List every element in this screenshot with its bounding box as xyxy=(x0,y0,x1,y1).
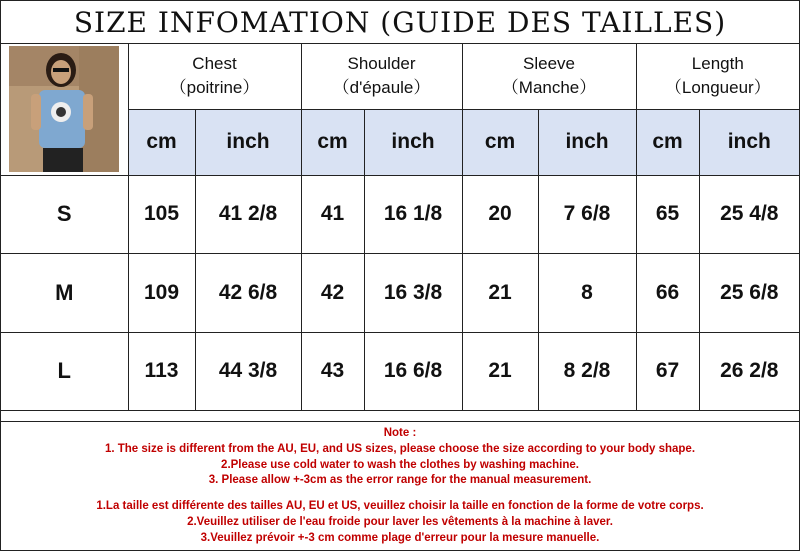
value-cell: 7 6/8 xyxy=(538,175,636,253)
notes-section xyxy=(1,421,799,550)
note-line: 2.Please use cold water to wash the clothes by washing machine. xyxy=(221,458,579,471)
value-cell: 113 xyxy=(128,332,195,410)
product-photo xyxy=(9,46,119,172)
note-line: 2.Veuillez utiliser de l'eau froide pour laver les vêtements à la machine à laver. xyxy=(187,515,613,528)
product-photo-cell xyxy=(1,43,128,175)
table-row xyxy=(1,332,799,410)
value-cell: 25 4/8 xyxy=(699,175,799,253)
value-cell: 16 3/8 xyxy=(364,253,462,332)
value-cell: 21 xyxy=(462,332,538,410)
value-cell: 21 xyxy=(462,253,538,332)
unit-cell: inch xyxy=(538,109,636,175)
page-title: SIZE INFOMATION (GUIDE DES TAILLES) xyxy=(1,1,799,44)
note-line: 3.Veuillez prévoir +-3 cm comme plage d'erreur pour la mesure manuelle. xyxy=(200,531,600,544)
unit-cell: cm xyxy=(128,109,195,175)
unit-cell: inch xyxy=(195,109,301,175)
value-cell: 65 xyxy=(636,175,699,253)
unit-cell: cm xyxy=(636,109,699,175)
value-cell: 25 6/8 xyxy=(699,253,799,332)
col-header-sleeve: Sleeve （Manche） xyxy=(462,43,636,109)
notes-spacer xyxy=(1,489,799,499)
value-cell: 8 xyxy=(538,253,636,332)
value-cell: 44 3/8 xyxy=(195,332,301,410)
note-line: 1.La taille est différente des tailles AU, EU et US, veuillez choisir la taille en fonction de la forme de votre corps. xyxy=(96,500,704,513)
size-label: L xyxy=(1,332,128,410)
unit-cell: cm xyxy=(462,109,538,175)
col-header-chest: Chest （poitrine） xyxy=(128,43,301,109)
value-cell: 26 2/8 xyxy=(699,332,799,410)
value-cell: 67 xyxy=(636,332,699,410)
value-cell: 41 2/8 xyxy=(195,175,301,253)
size-table xyxy=(1,43,799,411)
table-row xyxy=(1,253,799,332)
value-cell: 43 xyxy=(301,332,364,410)
note-line: 3. Please allow +-3cm as the error range for the manual measurement. xyxy=(208,474,592,487)
size-label: M xyxy=(1,253,128,332)
value-cell: 20 xyxy=(462,175,538,253)
note-line: 1. The size is different from the AU, EU, and US sizes, please choose the size according to your body shape. xyxy=(104,442,696,455)
value-cell: 42 xyxy=(301,253,364,332)
notes-heading: Note : xyxy=(383,427,417,439)
col-header-shoulder: Shoulder （d'épaule） xyxy=(301,43,462,109)
unit-cell: inch xyxy=(699,109,799,175)
value-cell: 109 xyxy=(128,253,195,332)
value-cell: 42 6/8 xyxy=(195,253,301,332)
unit-cell: inch xyxy=(364,109,462,175)
value-cell: 66 xyxy=(636,253,699,332)
value-cell: 8 2/8 xyxy=(538,332,636,410)
unit-cell: cm xyxy=(301,109,364,175)
size-label: S xyxy=(1,175,128,253)
value-cell: 105 xyxy=(128,175,195,253)
table-row xyxy=(1,175,799,253)
value-cell: 16 1/8 xyxy=(364,175,462,253)
value-cell: 16 6/8 xyxy=(364,332,462,410)
col-header-length: Length （Longueur） xyxy=(636,43,799,109)
value-cell: 41 xyxy=(301,175,364,253)
